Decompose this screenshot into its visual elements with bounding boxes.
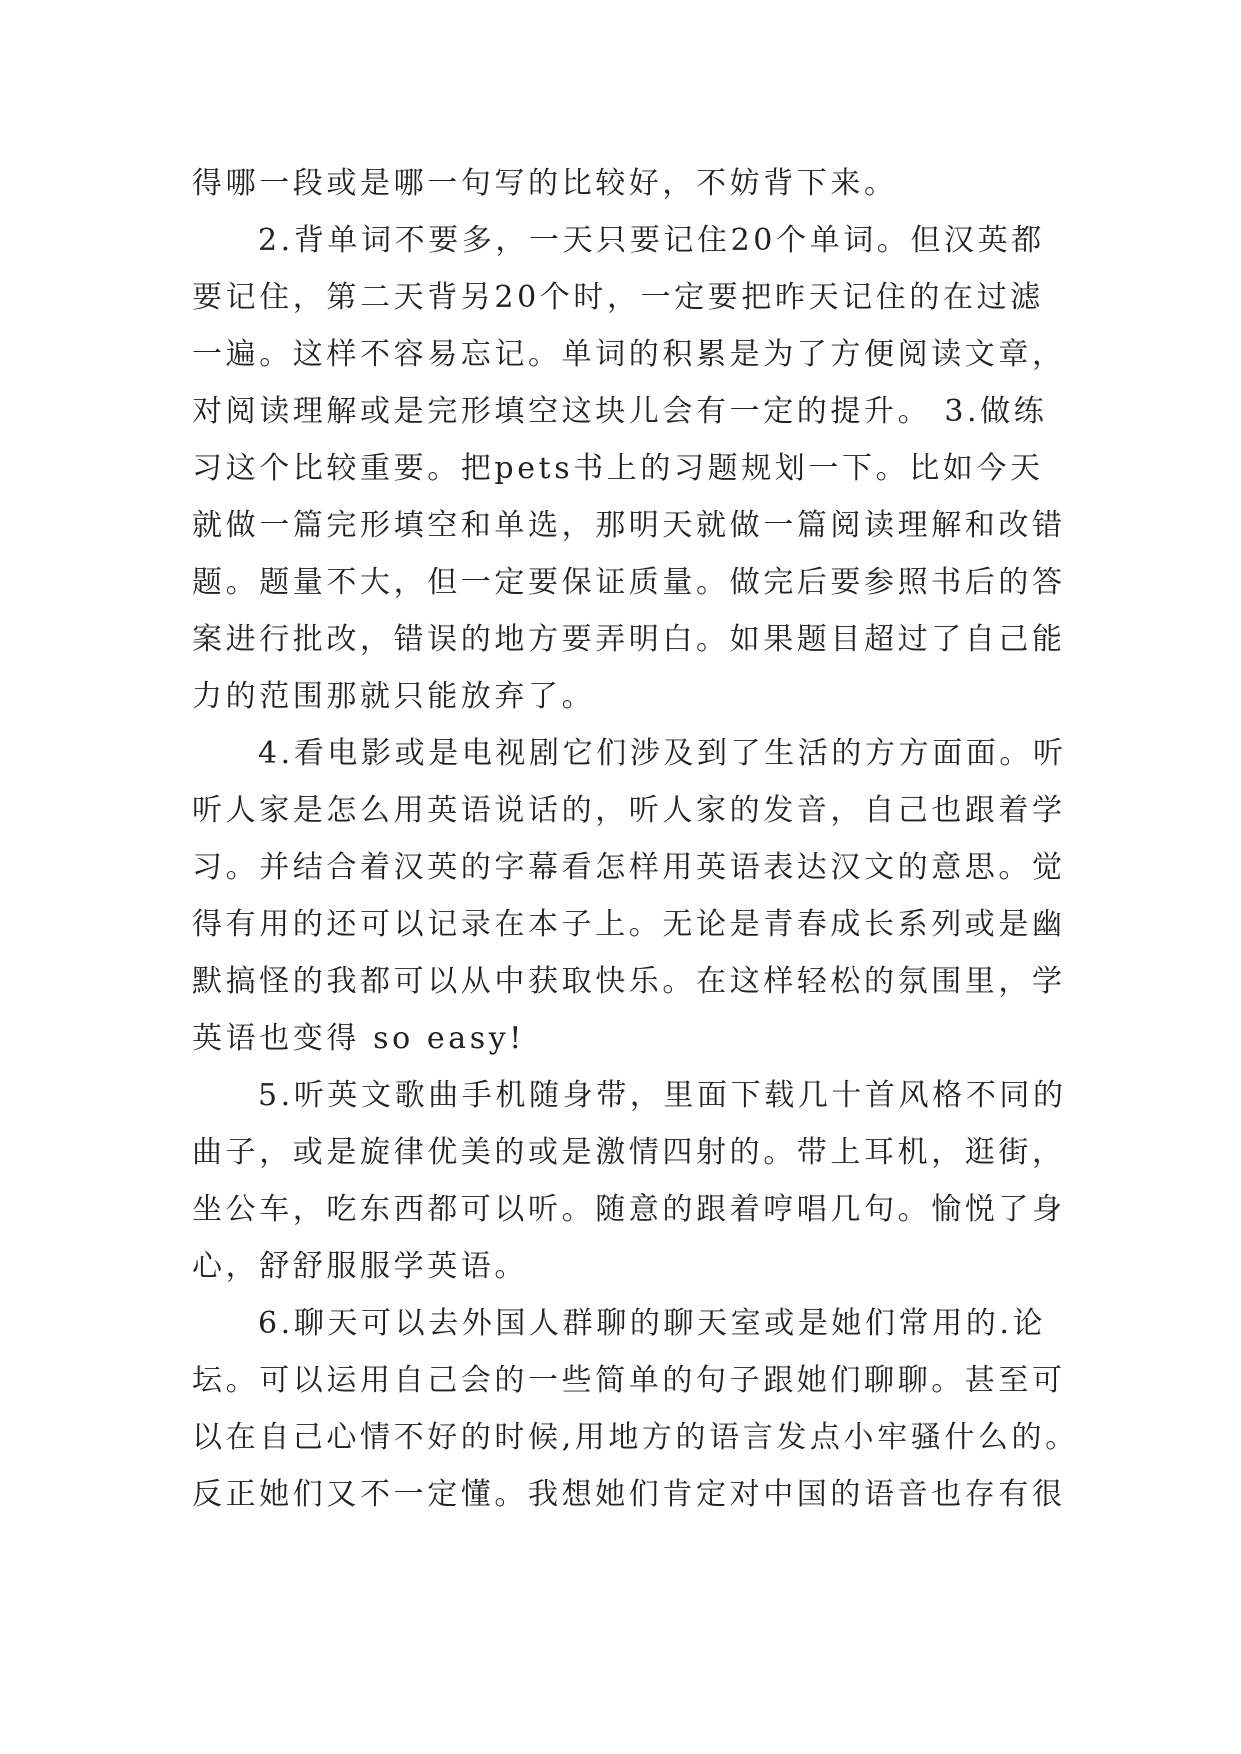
text-line: 对阅读理解或是完形填空这块儿会有一定的提升。 3.做练 <box>192 394 1048 429</box>
text-line: 英语也变得 so easy! <box>192 1021 525 1056</box>
text-line: 以在自己心情不好的时候,用地方的语言发点小牢骚什么的。 <box>192 1420 1079 1455</box>
text-line: 得有用的还可以记录在本子上。无论是青春成长系列或是幽 <box>192 907 1066 942</box>
text-line: 题。题量不大，但一定要保证质量。做完后要参照书后的答 <box>192 565 1066 600</box>
text-line: 坛。可以运用自己会的一些简单的句子跟她们聊聊。甚至可 <box>192 1363 1066 1398</box>
paragraph-start-line: 2.背单词不要多，一天只要记住20个单词。但汉英都 <box>258 223 1045 258</box>
text-line: 习。并结合着汉英的字幕看怎样用英语表达汉文的意思。觉 <box>192 850 1066 885</box>
paragraph-start-line: 4.看电影或是电视剧它们涉及到了生活的方方面面。听 <box>258 736 1067 771</box>
text-line: 默搞怪的我都可以从中获取快乐。在这样轻松的氛围里，学 <box>192 964 1066 999</box>
text-line: 反正她们又不一定懂。我想她们肯定对中国的语音也存有很 <box>192 1477 1066 1512</box>
text-line: 力的范围那就只能放弃了。 <box>192 679 596 714</box>
text-line: 得哪一段或是哪一句写的比较好，不妨背下来。 <box>192 166 898 201</box>
text-line: 要记住，第二天背另20个时，一定要把昨天记住的在过滤 <box>192 280 1044 315</box>
paragraph-start-line: 5.听英文歌曲手机随身带，里面下载几十首风格不同的 <box>258 1078 1067 1113</box>
paragraph-start-line: 6.聊天可以去外国人群聊的聊天室或是她们常用的.论 <box>258 1306 1047 1341</box>
text-line: 听人家是怎么用英语说话的，听人家的发音，自己也跟着学 <box>192 793 1066 828</box>
text-line: 心，舒舒服服学英语。 <box>192 1249 528 1284</box>
text-line: 曲子，或是旋律优美的或是激情四射的。带上耳机，逛街， <box>192 1135 1066 1170</box>
text-line: 坐公车，吃东西都可以听。随意的跟着哼唱几句。愉悦了身 <box>192 1192 1066 1227</box>
text-line: 习这个比较重要。把pets书上的习题规划一下。比如今天 <box>192 451 1044 486</box>
text-line: 一遍。这样不容易忘记。单词的积累是为了方便阅读文章， <box>192 337 1066 372</box>
document-body <box>192 155 1079 1523</box>
text-line: 案进行批改，错误的地方要弄明白。如果题目超过了自己能 <box>192 622 1066 657</box>
text-line: 就做一篇完形填空和单选，那明天就做一篇阅读理解和改错 <box>192 508 1066 543</box>
